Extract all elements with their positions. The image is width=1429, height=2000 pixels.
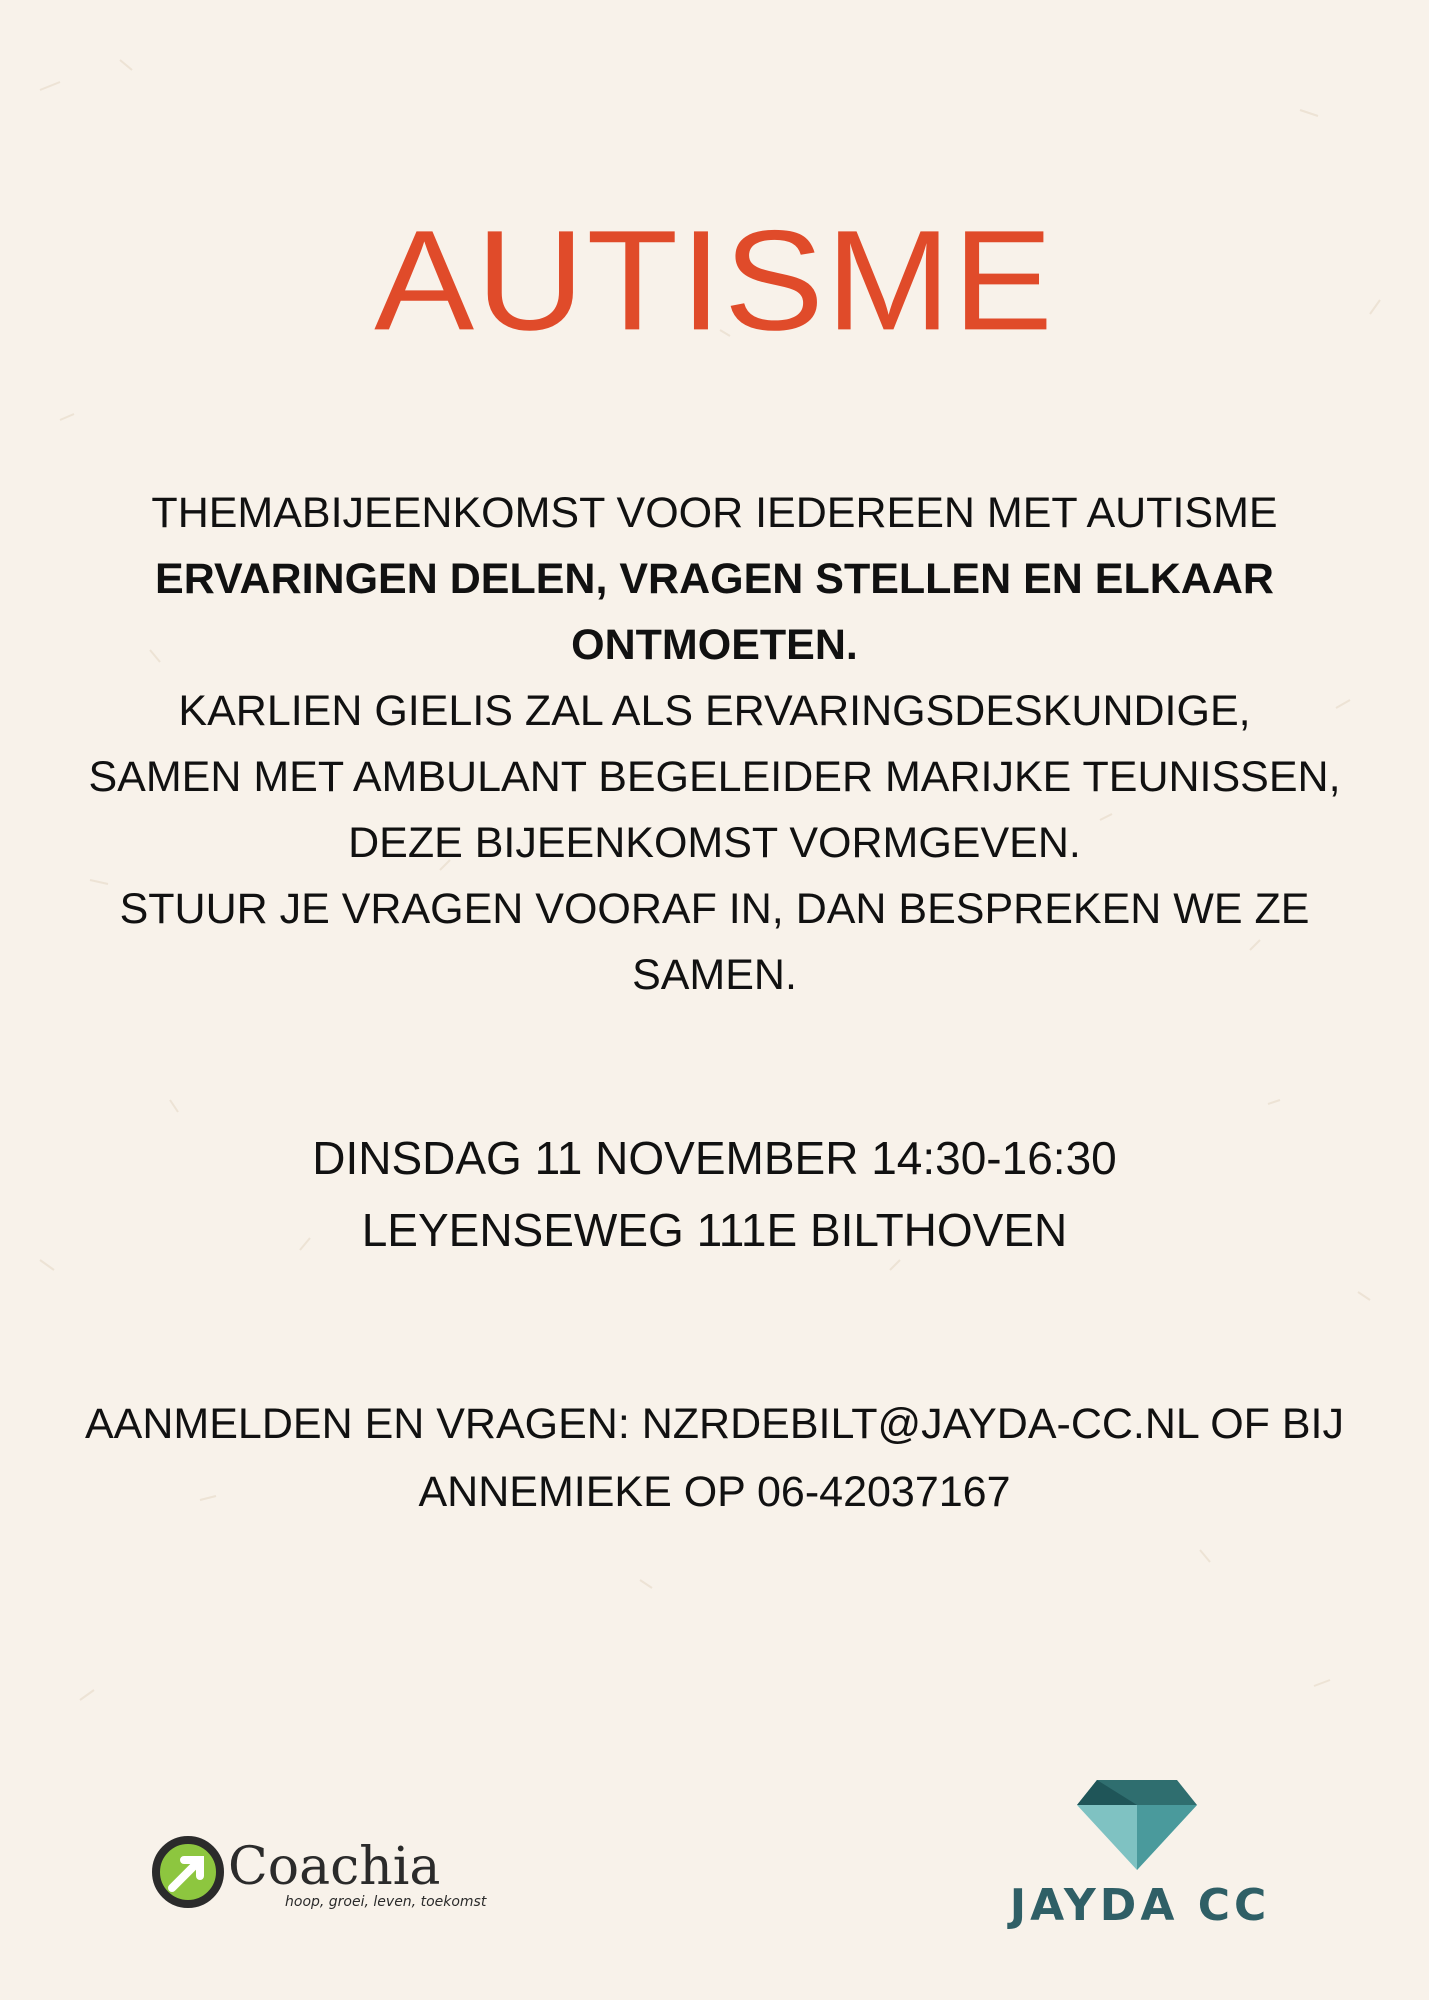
event-location: LEYENSEWEG 111E BILTHOVEN — [361, 1204, 1068, 1256]
diamond-icon — [1077, 1780, 1197, 1870]
coachia-logo — [150, 1830, 500, 1910]
intro-line-3: SAMEN MET AMBULANT BEGELEIDER MARIJKE TEUNISSEN, — [88, 753, 1341, 801]
jayda-name: JAYDA CC — [1009, 1880, 1271, 1930]
contact-info — [20, 1390, 1409, 1526]
intro-bold-line-2: ONTMOETEN. — [571, 621, 858, 669]
intro-bold-line-1: ERVARINGEN DELEN, VRAGEN STELLEN EN ELKAAR — [155, 555, 1274, 603]
jayda-logo — [970, 1770, 1310, 1930]
contact-line-2: ANNEMIEKE OP 06-42037167 — [418, 1468, 1011, 1516]
intro-line-5: STUUR JE VRAGEN VOORAF IN, DAN BESPREKEN WE ZE — [119, 885, 1310, 933]
contact-line-1: AANMELDEN EN VRAGEN: NZRDEBILT@JAYDA-CC.NL OF BIJ — [85, 1400, 1344, 1448]
coachia-tagline: hoop, groei, leven, toekomst — [285, 1894, 487, 1910]
poster-title: AUTISME — [374, 200, 1055, 360]
intro-line-6: SAMEN. — [632, 951, 797, 999]
intro-line-4: DEZE BIJEENKOMST VORMGEVEN. — [348, 819, 1081, 867]
intro-line-1: THEMABIJEENKOMST VOOR IEDEREEN MET AUTISME — [151, 489, 1278, 537]
coachia-name: Coachia — [228, 1837, 441, 1897]
intro-line-2: KARLIEN GIELIS ZAL ALS ERVARINGSDESKUNDIGE, — [178, 687, 1251, 735]
event-datetime: DINSDAG 11 NOVEMBER 14:30-16:30 — [312, 1132, 1117, 1184]
intro-text — [30, 480, 1399, 1008]
event-details — [0, 1122, 1429, 1266]
